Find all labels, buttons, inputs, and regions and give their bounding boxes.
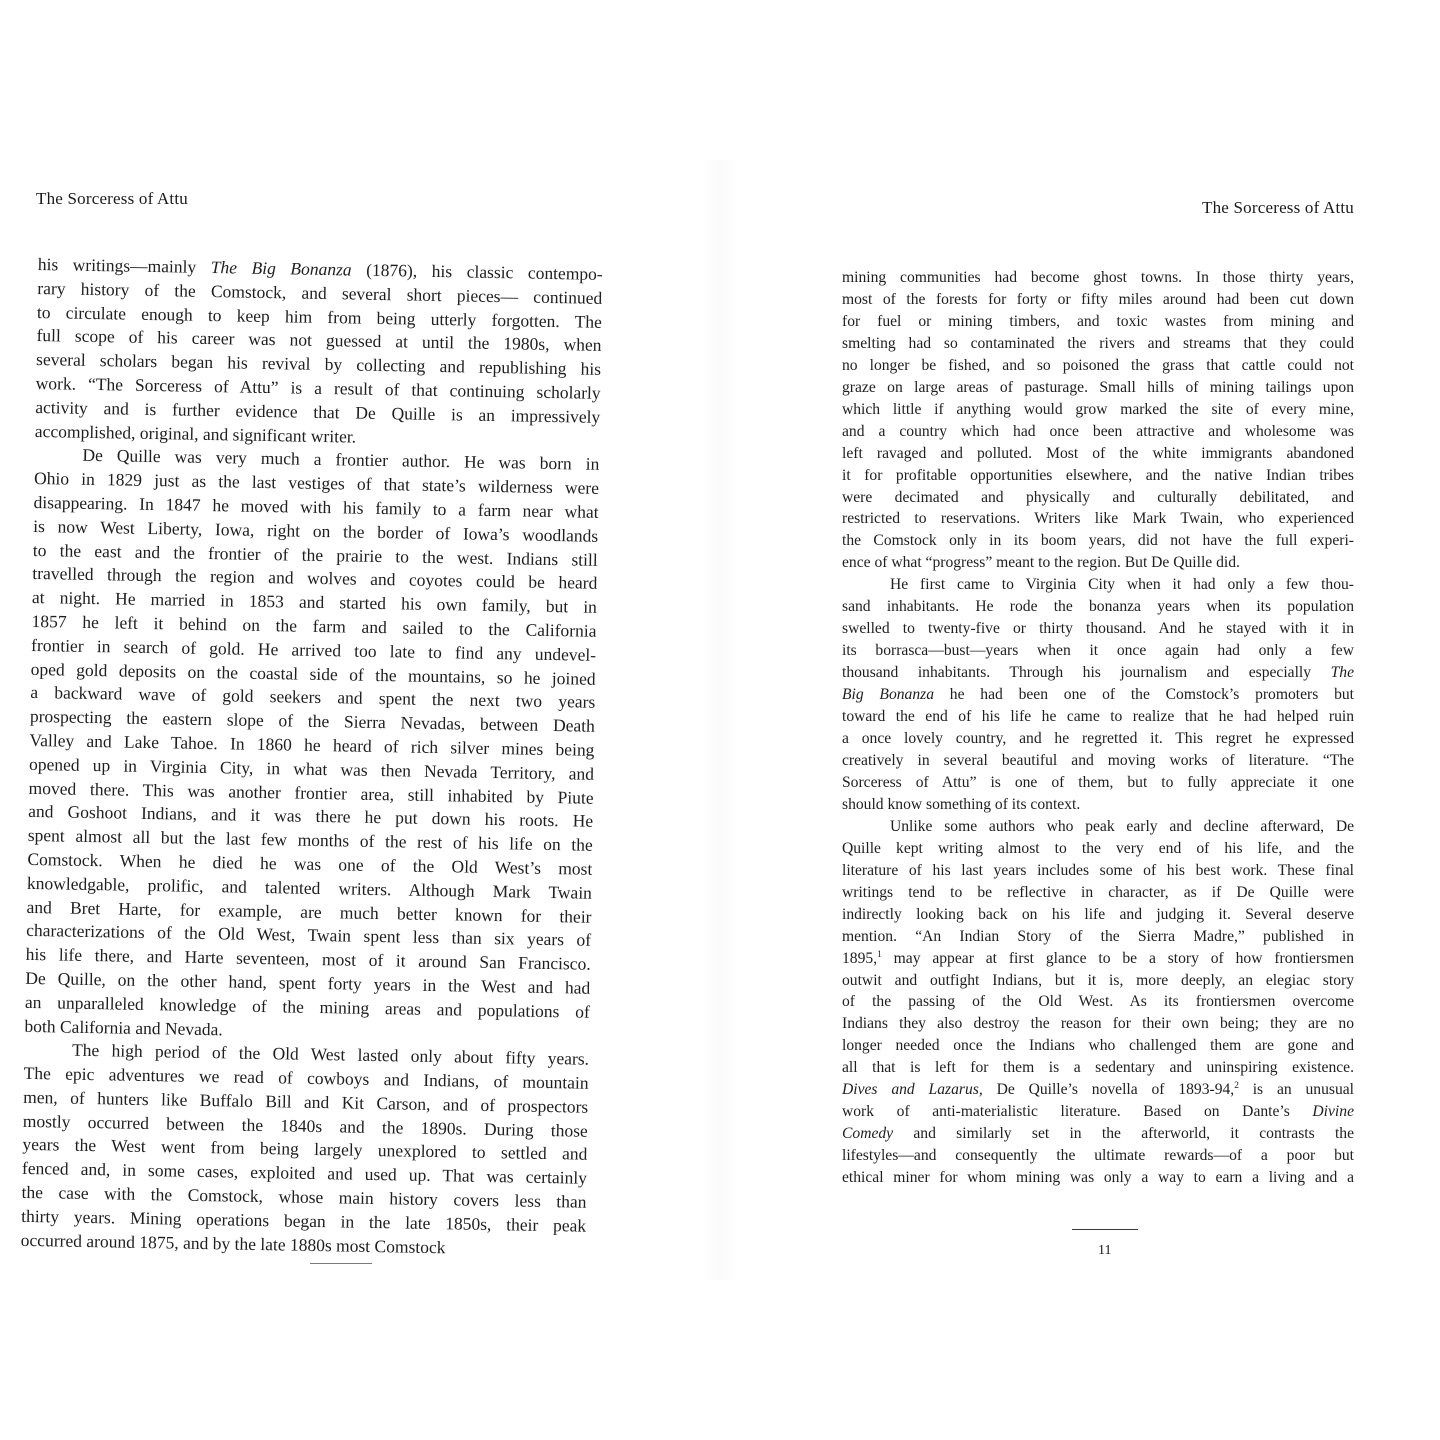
text-run: De Quille was very much a frontier author. He was born in — [82, 445, 600, 475]
text-run: The high period of the Old West lasted only about fifty years. — [71, 1040, 590, 1070]
text-run: full scope of his career was not guessed at until the 1980s, when — [36, 325, 602, 356]
text-run: writings tend to be reflective in character, as if De Quille were — [842, 883, 1354, 901]
running-head-left: The Sorceress of Attu — [36, 189, 188, 208]
text-line — [842, 662, 1354, 684]
text-run: ethical miner for whom mining was only a way to earn a living and a — [842, 1169, 1354, 1187]
footnote-marker: 1 — [877, 949, 882, 960]
text-run: which little if anything would grow marked the site of every mine, — [842, 400, 1354, 418]
text-line — [842, 1035, 1354, 1057]
text-run: it for profitable opportunities elsewhere, and the native Indian tribes — [842, 466, 1354, 484]
text-run: should know something of its context. — [842, 795, 1081, 813]
text-run: may appear at first glance to be a story of how frontiersmen — [881, 949, 1354, 967]
text-run: the Comstock only in its boom years, did not have the full experi- — [842, 532, 1354, 550]
text-run: mention. “An Indian Story of the Sierra Madre,” published in — [842, 927, 1354, 945]
text-run: work of anti-materialistic literature. Based on Dante’s — [842, 1103, 1313, 1121]
text-line — [842, 838, 1354, 860]
text-run: Sorceress of Attu” is one of them, but to fully appreciate it one — [842, 773, 1354, 791]
italic-title: Dives and Lazarus, — [842, 1081, 983, 1099]
text-run: most of the forests for forty or fifty miles around had been cut down — [842, 290, 1354, 308]
text-run: activity and is further evidence that De Quille is an impressively — [35, 396, 601, 427]
text-run: graze on large areas of pasturage. Small hills of mining tailings upon — [842, 378, 1354, 396]
text-run: knowledgable, prolific, and talented writers. Although Mark Twain — [26, 872, 593, 903]
text-run: oped gold deposits on the coastal side of the mountains, so he joined — [30, 658, 596, 689]
text-run: is an unusual — [1238, 1081, 1355, 1099]
text-run: characterizations of the Old West, Twain spent less than six years of — [26, 920, 592, 951]
text-line — [842, 794, 1354, 816]
text-run: Comstock. When he died he was one of the Old West’s most — [27, 848, 593, 879]
text-line — [842, 970, 1354, 992]
text-line — [842, 706, 1354, 728]
text-line — [842, 552, 1354, 574]
text-run: both California and Nevada. — [24, 1015, 223, 1039]
text-run: smelting had so contaminated the rivers and streams that they could — [842, 334, 1354, 352]
text-run: of the passing of the Old West. As its frontiersmen overcome — [842, 993, 1354, 1011]
text-run: spent almost all but the last few months of the rest of his life on the — [27, 825, 593, 855]
text-run: no longer be fished, and so poisoned the grass that cattle could not — [842, 356, 1354, 374]
text-line — [842, 399, 1354, 421]
text-run: occurred around 1875, and by the late 1880s most Comstock — [20, 1229, 446, 1257]
text-run: creatively in several beautiful and moving works of literature. “The — [842, 751, 1354, 769]
text-run: at night. He married in 1853 and started his own family, but in — [31, 587, 598, 617]
text-run: left ravaged and polluted. Most of the white immigrants abandoned — [842, 444, 1354, 462]
text-run: and Bret Harte, for example, are much better known for their — [26, 896, 592, 927]
italic-title: Divine — [1312, 1103, 1354, 1121]
text-run: De Quille, on the other hand, spent forty years in the West and had — [25, 967, 591, 998]
text-line — [842, 1079, 1354, 1101]
text-run: mining communities had become ghost towns. In those thirty years, — [842, 269, 1354, 286]
text-line — [842, 1123, 1354, 1145]
text-run: fenced and, in some cases, exploited and used up. That was certainly — [21, 1158, 588, 1189]
text-run: thousand inhabitants. Through his journalism and especially — [842, 664, 1331, 682]
text-run: Indians they also destroy the reason for their own being; they are no — [842, 1015, 1354, 1033]
text-run: he had been one of the Comstock’s promoters but — [934, 686, 1354, 704]
text-line — [842, 860, 1354, 882]
text-line — [842, 882, 1354, 904]
left-page — [20, 175, 610, 1275]
text-run: indirectly looking back on his life and judging it. Several deserve — [842, 905, 1354, 923]
text-line — [842, 1057, 1354, 1079]
text-line — [842, 750, 1354, 772]
text-run: for fuel or mining timbers, and toxic wastes from mining and — [842, 312, 1354, 330]
text-run: Quille kept writing almost to the very end of his life, and the — [842, 839, 1354, 857]
text-run: accomplished, original, and significant writer. — [34, 420, 357, 447]
text-line — [842, 377, 1354, 399]
text-line — [842, 991, 1354, 1013]
text-run: its borrasca—bust—years when it once again had only a few — [842, 642, 1354, 660]
text-run: men, of hunters like Buffalo Bill and Kit Carson, and of prospectors — [23, 1086, 589, 1117]
text-run: outwit and outfight Indians, but it is, more deeply, an elegiac story — [842, 971, 1354, 989]
text-run: opened up in Virginia City, in what was then Nevada Territory, and — [28, 753, 595, 784]
text-run: is now West Liberty, Iowa, right on the border of Iowa’s woodlands — [33, 515, 599, 546]
text-line — [842, 772, 1354, 794]
text-run: to circulate enough to keep him from being utterly forgotten. The — [36, 301, 603, 332]
text-run: lifestyles—and consequently the ultimate rewards—of a poor but — [842, 1147, 1354, 1165]
text-run: Ohio in 1829 just as the last vestiges of that state’s wilderness were — [33, 468, 600, 498]
text-line — [842, 574, 1354, 596]
right-page — [838, 185, 1358, 1275]
text-run: De Quille’s novella of 1893-94, — [982, 1081, 1235, 1099]
text-run: all that is left for them is a sedentary and uninspiring existence. — [842, 1059, 1354, 1077]
text-run: his life there, and Harte seventeen, most of it around San Francisco. — [25, 944, 591, 974]
text-line — [842, 487, 1354, 509]
text-run: restricted to reservations. Writers like Mark Twain, who experienced — [842, 510, 1354, 528]
text-line — [842, 926, 1354, 948]
text-run: sand inhabitants. He rode the bonanza years when its population — [842, 598, 1354, 616]
text-line — [842, 816, 1354, 838]
text-run: work. “The Sorceress of Attu” is a result of that continuing scholarly — [35, 372, 601, 403]
footer-rule-right — [1072, 1229, 1138, 1230]
text-run: prospecting the eastern slope of the Sierra Nevadas, between Death — [29, 706, 596, 736]
text-line — [842, 421, 1354, 443]
text-run: frontier in search of gold. He arrived too late to find any undevel- — [30, 634, 597, 665]
text-run: 1857 he left it behind on the farm and sailed to the California — [31, 610, 597, 641]
text-run: an unparalleled knowledge of the mining areas and populations of — [24, 991, 591, 1022]
text-run: the case with the Comstock, whose main history covers less than — [21, 1181, 587, 1212]
text-line — [842, 508, 1354, 530]
text-run: and a country which had once been attractive and wholesome was — [842, 422, 1354, 440]
text-line — [842, 684, 1354, 706]
text-run: and similarly set in the afterworld, it contrasts the — [893, 1125, 1354, 1143]
text-line — [842, 443, 1354, 465]
text-run: The epic adventures we read of cowboys and Indians, of mountain — [23, 1062, 589, 1093]
text-run: mostly occurred between the 1840s and the 1890s. During those — [22, 1110, 588, 1141]
text-run: He first came to Virginia City when it had only a few thou- — [890, 576, 1354, 594]
text-line — [842, 1101, 1354, 1123]
italic-title: Big Bonanza — [842, 686, 935, 704]
gutter-shadow — [700, 160, 740, 1280]
text-run: a backward wave of gold seekers and spent the next two years — [30, 682, 596, 713]
text-run: 1895, — [842, 949, 878, 967]
italic-title: The — [1330, 664, 1354, 682]
text-run: Valley and Lake Tahoe. In 1860 he heard of rich silver mines being — [29, 729, 595, 760]
text-line — [842, 1167, 1354, 1189]
text-run: (1876), his classic contempo- — [351, 259, 603, 284]
text-run: moved there. This was another frontier area, still inhabited by Piute — [28, 777, 594, 808]
text-line — [842, 355, 1354, 377]
text-line — [842, 530, 1354, 552]
footnote-marker: 2 — [1234, 1081, 1239, 1092]
text-run: and Goshoot Indians, and it was there he put down his roots. He — [28, 801, 594, 832]
italic-title: The Big Bonanza — [210, 257, 352, 280]
text-run: swelled to twenty-five or thirty thousand. And he stayed with it in — [842, 620, 1354, 638]
page-number: 11 — [1098, 1243, 1112, 1258]
footer-rule-left — [310, 1263, 372, 1264]
text-line — [842, 904, 1354, 926]
text-line — [842, 728, 1354, 750]
text-line — [842, 333, 1354, 355]
text-run: travelled through the region and wolves and coyotes could be heard — [32, 563, 598, 594]
text-run: longer needed once the Indians who challenged them are gone and — [842, 1037, 1354, 1055]
text-line — [842, 465, 1354, 487]
text-run: toward the end of his life he came to realize that he had helped ruin — [842, 708, 1354, 726]
text-run: Unlike some authors who peak early and decline afterward, De — [890, 817, 1354, 835]
text-run: to the east and the frontier of the prairie to the west. Indians still — [32, 539, 598, 570]
italic-title: Comedy — [842, 1125, 894, 1143]
text-run: years the West went from being largely unexplored to settled and — [22, 1134, 588, 1165]
text-run: his writings—mainly — [37, 253, 211, 278]
text-line — [842, 1013, 1354, 1035]
text-line — [842, 948, 1354, 970]
text-line — [842, 1145, 1354, 1167]
text-run: thirty years. Mining operations began in the late 1850s, their peak — [21, 1205, 587, 1236]
right-page-body-text — [842, 267, 1354, 1189]
text-line — [842, 618, 1354, 640]
text-line — [842, 640, 1354, 662]
text-run: were decimated and physically and culturally debilitated, and — [842, 488, 1354, 506]
left-page-body-text — [21, 253, 603, 1262]
text-run: disappearing. In 1847 he moved with his family to a farm near what — [33, 491, 599, 522]
text-run: rary history of the Comstock, and several short pieces— continued — [37, 277, 603, 308]
text-line — [842, 289, 1354, 311]
text-run: literature of his last years includes some of his best work. These final — [842, 861, 1354, 879]
text-run: ence of what “progress” meant to the region. But De Quille did. — [842, 554, 1240, 572]
text-line — [842, 267, 1354, 289]
text-run: a once lovely country, and he regretted it. This regret he expressed — [842, 730, 1354, 748]
text-line — [842, 596, 1354, 618]
running-head-right: The Sorceress of Attu — [1202, 198, 1354, 217]
text-line — [842, 311, 1354, 333]
text-run: several scholars began his revival by collecting and republishing his — [35, 349, 602, 380]
